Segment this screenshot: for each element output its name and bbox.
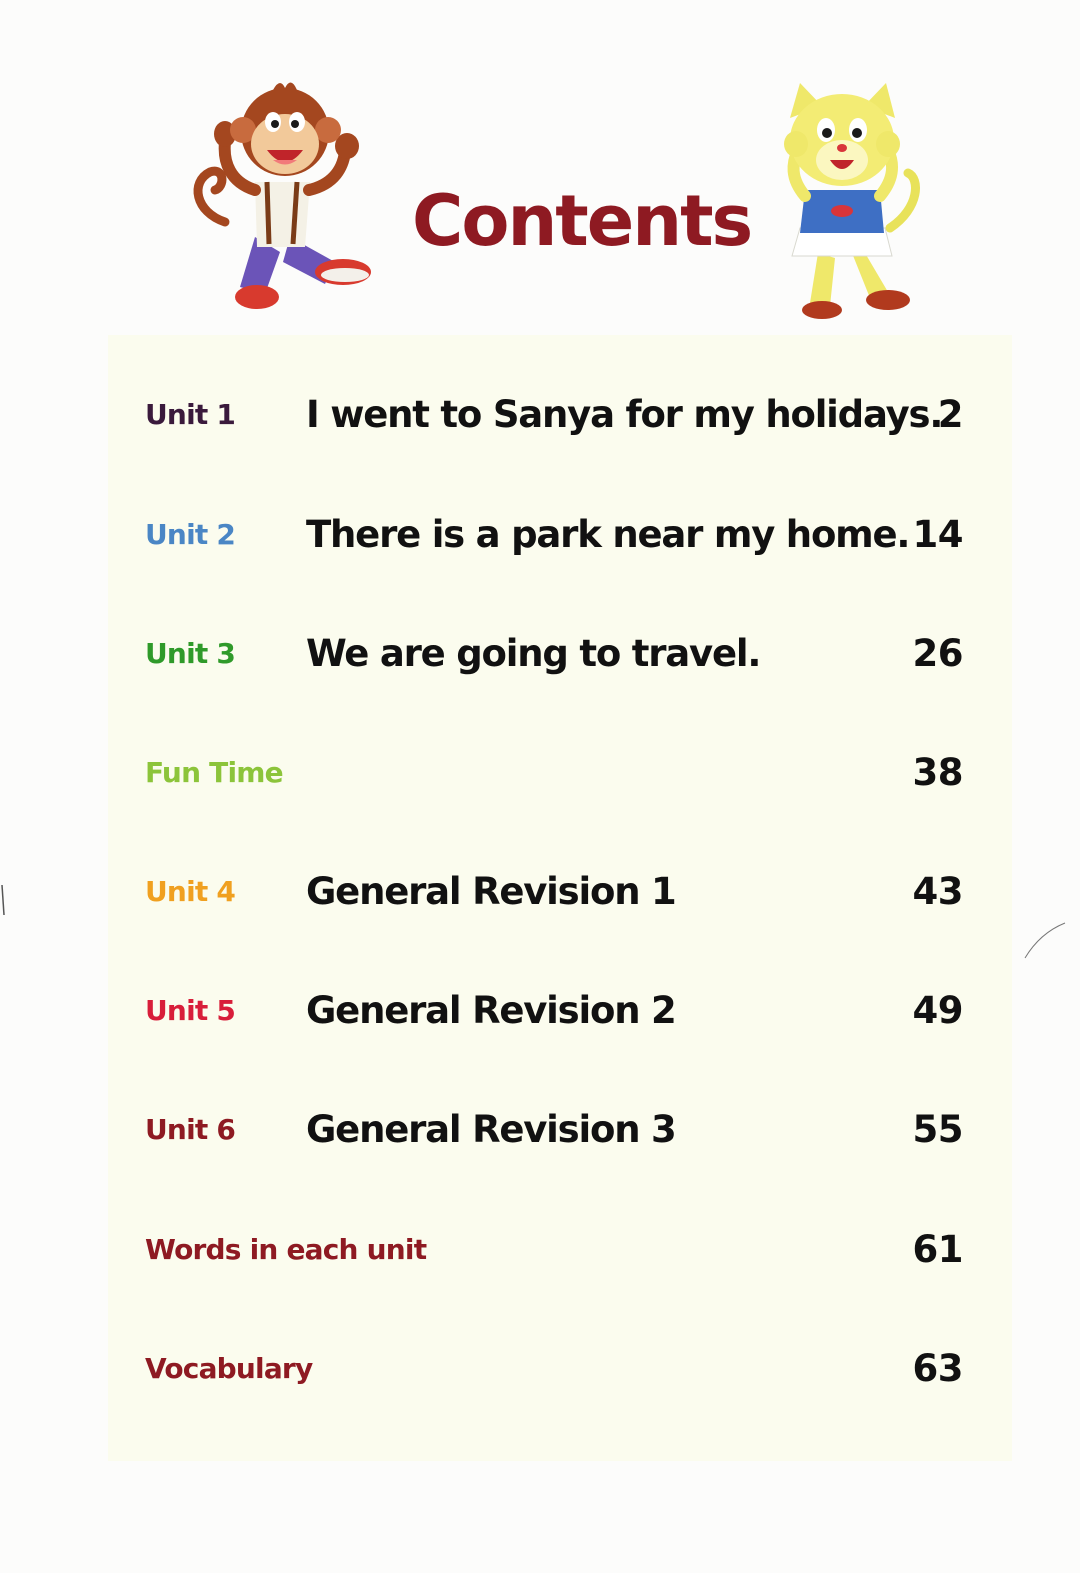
- toc-label: Unit 3: [145, 637, 236, 670]
- scan-mark: [1020, 918, 1070, 963]
- toc-title: There is a park near my home.: [306, 513, 910, 556]
- toc-title: General Revision 3: [306, 1108, 676, 1151]
- page-title: Contents: [412, 180, 752, 262]
- toc-title: We are going to travel.: [306, 632, 761, 675]
- toc-row-unit-5[interactable]: [145, 981, 963, 1041]
- cat-icon: [760, 78, 930, 328]
- toc-title: General Revision 1: [306, 870, 676, 913]
- toc-row-unit-3[interactable]: [145, 624, 963, 684]
- toc-row-unit-1[interactable]: [145, 385, 963, 445]
- monkey-icon: [185, 72, 385, 322]
- header: [0, 0, 1080, 335]
- toc-page-number: 55: [912, 1108, 963, 1151]
- toc-row-unit-2[interactable]: [145, 505, 963, 565]
- toc-page-number: 63: [912, 1347, 963, 1390]
- toc-page-number: 38: [912, 751, 963, 794]
- toc-title: I went to Sanya for my holidays.: [306, 393, 943, 436]
- toc-label: Words in each unit: [145, 1233, 427, 1266]
- toc-page-number: 26: [912, 632, 963, 675]
- toc-label: Unit 6: [145, 1113, 236, 1146]
- toc-label: Fun Time: [145, 756, 283, 789]
- toc-label: Unit 2: [145, 518, 236, 551]
- toc-row-fun-time[interactable]: [145, 743, 963, 803]
- scan-mark: [0, 880, 10, 920]
- toc-row-unit-6[interactable]: [145, 1100, 963, 1160]
- toc-page-number: 2: [937, 393, 963, 436]
- toc-page-number: 61: [912, 1228, 963, 1271]
- toc-title: General Revision 2: [306, 989, 676, 1032]
- toc-page-number: 14: [912, 513, 963, 556]
- toc-row-vocabulary[interactable]: [145, 1339, 963, 1399]
- toc-label: Unit 5: [145, 994, 236, 1027]
- toc-page-number: 43: [912, 870, 963, 913]
- toc-row-words[interactable]: [145, 1220, 963, 1280]
- toc-label: Vocabulary: [145, 1352, 313, 1385]
- toc-label: Unit 1: [145, 398, 236, 431]
- toc-row-unit-4[interactable]: [145, 862, 963, 922]
- toc-label: Unit 4: [145, 875, 236, 908]
- toc-page-number: 49: [912, 989, 963, 1032]
